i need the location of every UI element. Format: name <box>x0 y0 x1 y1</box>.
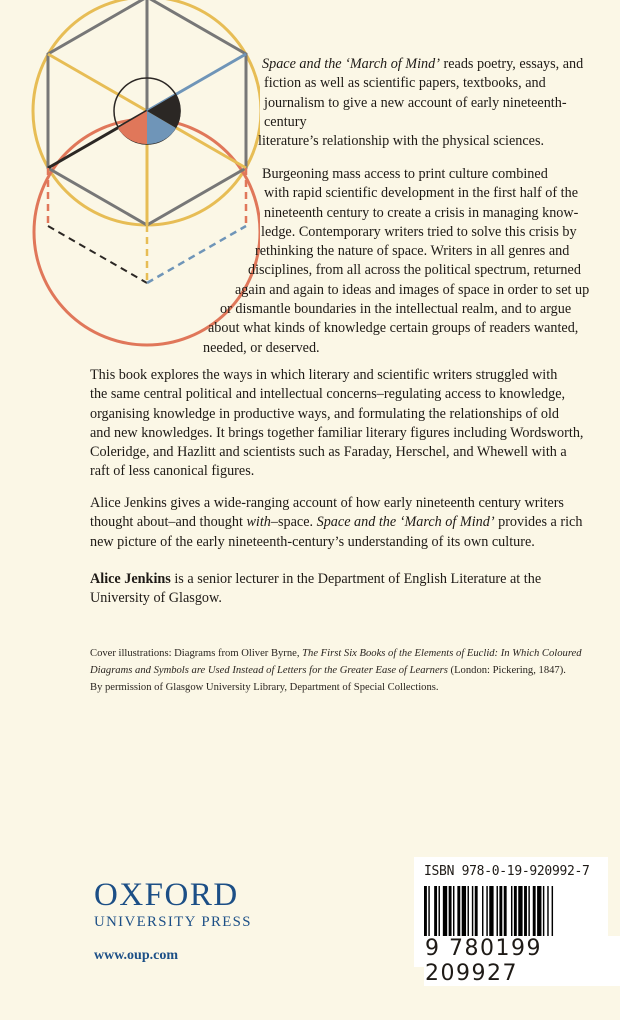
barcode-bar <box>434 886 437 938</box>
barcode-bar <box>547 886 548 938</box>
barcode-bar <box>486 886 487 938</box>
barcode-bar <box>528 886 529 938</box>
intro-line: fiction as well as scientific papers, textbooks, and <box>264 75 546 92</box>
publisher-name: OXFORD <box>94 877 239 913</box>
red-sector <box>118 111 147 144</box>
para2-line: ledge. Contemporary writers tried to solve this crisis by <box>261 223 577 240</box>
barcode-bar <box>462 886 466 938</box>
barcode-bar <box>518 886 522 938</box>
barcode-bar <box>524 886 527 938</box>
barcode-number: 9 780199 209927 <box>424 936 620 986</box>
barcode-bar <box>443 886 447 938</box>
para4-line: thought about–and thought with–space. Space and the ‘March of Mind’ provides a rich <box>90 514 583 531</box>
author-line: University of Glasgow. <box>90 590 222 607</box>
barcode-bar <box>533 886 536 938</box>
barcode-bar <box>543 886 544 938</box>
barcode-bar <box>449 886 452 938</box>
para3-line: the same central political and intellectual concerns–regulating access to knowledge, <box>90 386 566 403</box>
barcode-bar <box>468 886 469 938</box>
credits-line: By permission of Glasgow University Library, Department of Special Collections. <box>90 682 439 693</box>
credits-line: Cover illustrations: Diagrams from Oliver Byrne, The First Six Books of the Elements of Euclid: In Which Coloured <box>90 648 582 659</box>
publisher-url[interactable]: www.oup.com <box>94 948 179 963</box>
author-line: Alice Jenkins is a senior lecturer in the Department of English Literature at the <box>90 571 542 587</box>
barcode-bar <box>482 886 483 938</box>
author-name: Alice Jenkins <box>90 571 171 587</box>
intro-line: literature’s relationship with the physical sciences. <box>258 133 545 150</box>
isbn-label: ISBN 978-0-19-920992-7 <box>424 864 590 879</box>
intro-paragraph <box>258 55 584 151</box>
intro-line: journalism to give a new account of early nineteenth- <box>264 94 567 111</box>
para2-line: disciplines, from all across the political spectrum, returned <box>248 262 581 279</box>
paragraph-book-explores <box>90 366 583 482</box>
publisher-logo <box>94 878 252 931</box>
intro-line: century <box>264 113 307 130</box>
cover-credits <box>90 645 582 696</box>
para2-line: with rapid scientific development in the first half of the <box>264 185 579 202</box>
para2-line: or dismantle boundaries in the intellectual realm, and to argue <box>220 301 572 318</box>
barcode-bar <box>453 886 454 938</box>
barcode-bar <box>537 886 541 938</box>
credits-line: Diagrams and Symbols are Used Instead of Letters for the Greater Ease of Learners (London: Pickering, 1847). <box>90 665 566 676</box>
para4-line: new picture of the early nineteenth-century’s understanding of its own culture. <box>90 533 535 550</box>
para2-line: about what kinds of knowledge certain groups of readers wanted, <box>208 320 579 337</box>
barcode-bar <box>472 886 473 938</box>
para2-line: needed, or deserved. <box>203 339 320 356</box>
barcode-bar <box>497 886 498 938</box>
para2-line: Burgeoning mass access to print culture combined <box>262 166 548 182</box>
barcode-bar <box>439 886 440 938</box>
barcode-bar <box>504 886 507 938</box>
para3-line: This book explores the ways in which literary and scientific writers struggled with <box>90 367 558 383</box>
intro-line: Space and the ‘March of Mind’ reads poetry, essays, and <box>262 56 584 72</box>
para2-line: again and again to ideas and images of space in order to set up <box>235 281 590 298</box>
barcode-bar <box>457 886 460 938</box>
barcode-bar <box>514 886 517 938</box>
barcode-bar <box>475 886 478 938</box>
para4-line: Alice Jenkins gives a wide-ranging account of how early nineteenth century writers <box>90 495 564 511</box>
para3-line: organising knowledge in productive ways, and formulating the relationships of old <box>90 405 560 422</box>
barcode-bar <box>511 886 512 938</box>
para2-line: nineteenth century to create a crisis in managing know- <box>264 204 579 221</box>
para3-line: Coleridge, and Hazlitt and scientists such as Faraday, Herschel, and Whewell with a <box>90 444 567 461</box>
barcode-bar <box>499 886 502 938</box>
publisher-subtitle: UNIVERSITY PRESS <box>94 914 252 930</box>
paragraph-crisis <box>0 165 589 358</box>
para3-line: raft of less canonical figures. <box>90 463 255 480</box>
para2-line: rethinking the nature of space. Writers in all genres and <box>255 243 570 260</box>
yellow-line <box>48 54 147 111</box>
para3-line: and new knowledges. It brings together familiar literary figures including Wordsworth, <box>90 424 584 441</box>
paragraph-account <box>90 494 582 552</box>
author-bio <box>90 570 541 609</box>
